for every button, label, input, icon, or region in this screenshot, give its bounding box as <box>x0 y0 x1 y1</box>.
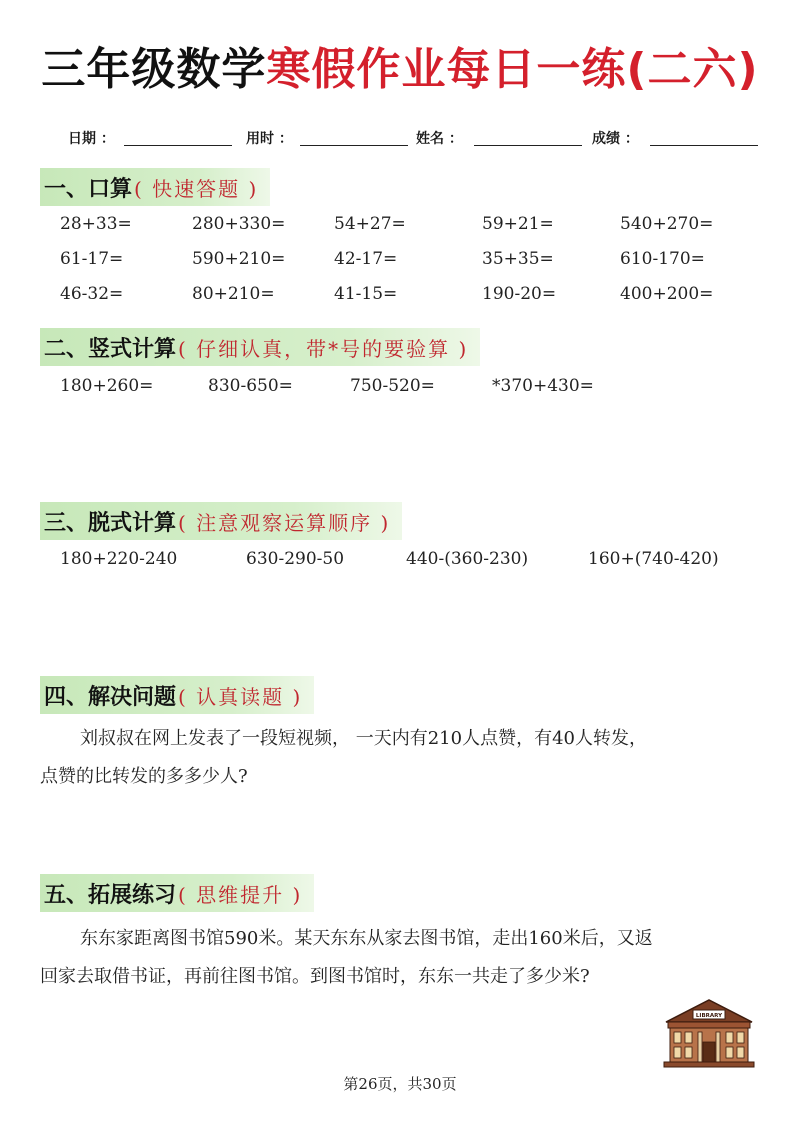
problem-line: 刘叔叔在网上发表了一段短视频， 一天内有210人点赞，有40人转发， <box>80 728 647 749</box>
section-hint: ( 思维提升 ) <box>178 882 303 907</box>
title-red-part: 寒假作业每日一练(二六) <box>266 44 759 95</box>
stepwise-expr: 180+220-240 <box>60 549 178 569</box>
oral-expr: 46-32= <box>60 284 124 304</box>
oral-expr: 59+21= <box>482 214 554 234</box>
vertical-expr: 750-520= <box>350 376 435 396</box>
section-title: 一、口算 <box>44 176 133 202</box>
section-title: 五、拓展练习 <box>44 882 177 908</box>
section-extension-header <box>40 874 314 912</box>
oral-expr: 42-17= <box>334 249 398 269</box>
problem-line: 点赞的比转发的多多少人? <box>40 766 248 787</box>
page-title <box>0 40 800 100</box>
section-title: 三、脱式计算 <box>44 510 177 536</box>
title-black-part: 三年级数学 <box>41 44 267 95</box>
library-building-icon <box>660 996 758 1068</box>
oral-expr: 41-15= <box>334 284 398 304</box>
section-hint: ( 认真读题 ) <box>178 684 303 709</box>
date-label: 日期 ： <box>68 131 115 147</box>
name-label: 姓名 ： <box>416 131 463 147</box>
section-hint: ( 注意观察运算顺序 ) <box>178 510 391 535</box>
oral-expr: 80+210= <box>192 284 275 304</box>
vertical-expr: 180+260= <box>60 376 154 396</box>
vertical-expr: 830-650= <box>208 376 293 396</box>
date-field[interactable] <box>124 145 232 146</box>
stepwise-expr: 160+(740-420) <box>588 549 719 569</box>
problem-text <box>40 720 760 796</box>
page-footer: 第26页，共30页 <box>343 1075 457 1093</box>
section-title: 二、竖式计算 <box>44 336 177 362</box>
info-line <box>0 128 800 152</box>
time-label: 用时 ： <box>246 131 293 147</box>
library-sign: LIBRARY <box>695 1013 723 1019</box>
oral-expr: 590+210= <box>192 249 286 269</box>
oral-expr: 61-17= <box>60 249 124 269</box>
stepwise-expr: 440-(360-230) <box>406 549 529 569</box>
oral-expr: 35+35= <box>482 249 554 269</box>
section-title: 四、解决问题 <box>44 684 177 710</box>
oral-expr: 400+200= <box>620 284 714 304</box>
extension-line: 回家去取借书证，再前往图书馆。到图书馆时，东东一共走了多少米? <box>40 966 590 987</box>
extension-text <box>40 920 760 996</box>
score-field[interactable] <box>650 145 758 146</box>
time-field[interactable] <box>300 145 408 146</box>
section-hint: ( 快速答题 ) <box>134 176 259 201</box>
section-hint: ( 仔细认真，带*号的要验算 ) <box>178 336 469 361</box>
section-stepwise-header <box>40 502 402 540</box>
oral-expr: 54+27= <box>334 214 406 234</box>
section-vertical-header <box>40 328 480 366</box>
oral-expr: 280+330= <box>192 214 286 234</box>
section-problem-header <box>40 676 314 714</box>
extension-line: 东东家距离图书馆590米。某天东东从家去图书馆，走出160米后，又返 <box>80 928 653 949</box>
name-field[interactable] <box>474 145 582 146</box>
vertical-expr: *370+430= <box>492 376 594 396</box>
stepwise-expr: 630-290-50 <box>246 549 345 569</box>
section-oral-header <box>40 168 270 206</box>
oral-expr: 540+270= <box>620 214 714 234</box>
oral-expr: 190-20= <box>482 284 557 304</box>
score-label: 成绩 ： <box>592 131 639 147</box>
oral-expr: 28+33= <box>60 214 132 234</box>
oral-expr: 610-170= <box>620 249 705 269</box>
